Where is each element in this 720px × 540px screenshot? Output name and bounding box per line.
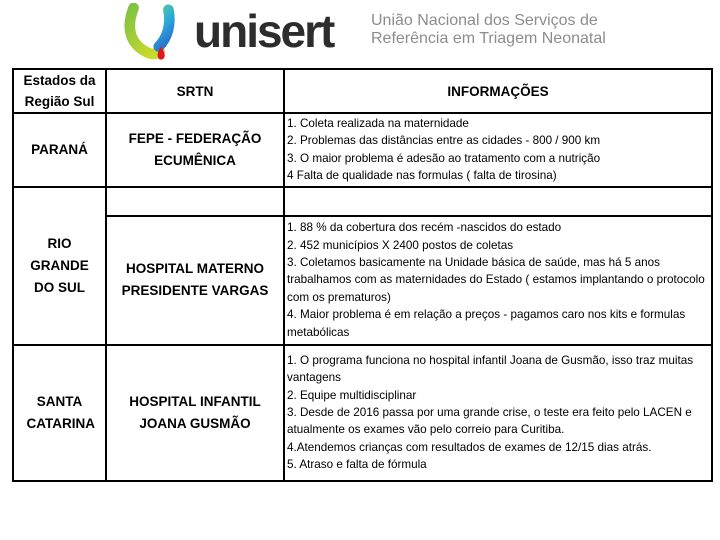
info-item: 4 Falta de qualidade nas formulas ( falta de tirosina): [287, 169, 557, 183]
unisert-logo-icon: [117, 3, 185, 63]
logo-tagline-line2: Referência em Triagem Neonatal: [371, 30, 606, 47]
srtn-cell-santa-catarina: HOSPITAL INFANTIL JOANA GUSMÃO: [106, 345, 284, 481]
info-item: 1. Coleta realizada na maternidade: [287, 117, 469, 130]
info-item: 3. Desde de 2016 passa por uma grande crise, o teste era feito pelo LACEN e atualmente os exames vão pelo correio para Curitiba.: [287, 405, 692, 437]
logo-right-swoosh: [159, 10, 170, 47]
info-cell-parana: [284, 113, 712, 187]
info-item: 5. Atraso e falta de fórmula: [287, 458, 427, 472]
logo-tagline: [371, 12, 606, 48]
info-item: 2. Problemas das distâncias entre as cidades - 800 / 900 km: [287, 134, 601, 148]
state-name: PARANÁ: [31, 141, 88, 157]
srtn-cell-empty: [106, 187, 284, 216]
info-item: 3. Coletamos basicamente na Unidade básica de saúde, mas há 5 anos trabalhamos com as maternidades do Estado ( estamos implantando o protocolo com os prematuros): [287, 256, 705, 304]
table-row-santa-catarina: [13, 345, 712, 481]
info-item: 4.Atendemos crianças com resultados de exames de 12/15 dias atrás.: [287, 440, 652, 454]
table-row-spacer: [13, 187, 712, 216]
header-estados: Estados da Região Sul: [13, 69, 106, 113]
state-cell-parana: [13, 113, 106, 187]
info-item: 1. 88 % da cobertura dos recém -nascidos do estado: [287, 221, 562, 235]
info-cell-santa-catarina: [284, 345, 712, 481]
state-name: SANTA CATARINA: [26, 393, 95, 431]
table-row-parana: [13, 113, 712, 187]
header-srtn: SRTN: [106, 69, 284, 113]
state-cell-santa-catarina: [13, 345, 106, 481]
srtn-states-table: [12, 68, 713, 482]
table-header-row: [13, 69, 712, 113]
state-cell-rio-grande-do-sul: [13, 187, 106, 345]
info-item: 2. Equipe multidisciplinar: [287, 388, 417, 402]
info-item: 1. O programa funciona no hospital infantil Joana de Gusmão, isso traz muitas vantagens: [287, 353, 694, 385]
info-item: 3. O maior problema é adesão ao tratamento com a nutrição: [287, 151, 601, 165]
table-row-rio-grande-do-sul: [13, 216, 712, 345]
info-item: 2. 452 municípios X 2400 postos de coletas: [287, 238, 514, 252]
info-item: 4. Maior problema é em relação a preços - pagamos caro nos kits e formulas metabólicas: [287, 308, 686, 339]
info-cell-rio-grande-do-sul: [284, 216, 712, 345]
state-name: RIO GRANDE DO SUL: [30, 235, 89, 295]
logo-tagline-line1: União Nacional dos Serviços de: [371, 12, 598, 29]
srtn-cell-parana: FEPE - FEDERAÇÃO ECUMÊNICA: [106, 113, 284, 187]
header-informacoes: INFORMAÇÕES: [284, 69, 712, 113]
logo-wordmark: unisert: [194, 5, 334, 57]
srtn-cell-rio-grande-do-sul: HOSPITAL MATERNO PRESIDENTE VARGAS: [106, 216, 284, 345]
info-cell-empty: [284, 187, 712, 216]
logo-header: [0, 0, 720, 66]
